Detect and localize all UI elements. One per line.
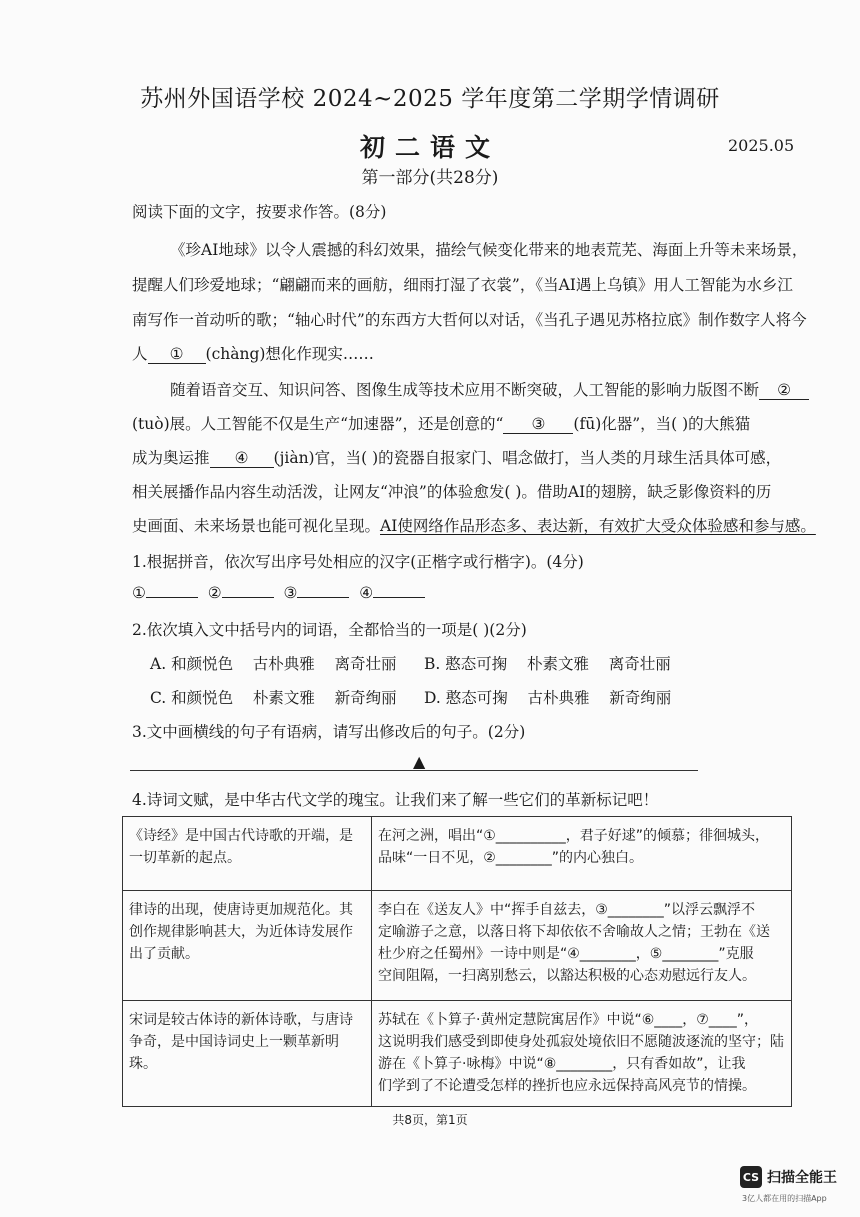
- underlined-sentence: AI使网络作品形态多、表达新，有效扩大受众体验感和参与感。: [380, 517, 816, 535]
- blank-1[interactable]: ①: [148, 345, 206, 364]
- q2-option-a[interactable]: [150, 652, 397, 674]
- para2-line3-post: (jiàn)官，当( )的瓷器自报家门、唱念做打，当人类的月球生活具体可感，: [273, 449, 782, 467]
- blank-2[interactable]: ②: [759, 381, 809, 400]
- option-word: 朴素文雅: [527, 655, 590, 673]
- q1-blank-label-3: ③: [283, 584, 298, 602]
- cell-line: 这说明我们感受到即使身处孤寂处境依旧不愿随波逐流的坚守；陆: [378, 1034, 784, 1050]
- q1-blank-2[interactable]: [222, 597, 274, 598]
- option-word: 新奇绚丽: [334, 689, 397, 707]
- cell-line: 空间阻隔，一扫离别愁云，以豁达积极的心态劝慰远行友人。: [378, 968, 756, 984]
- option-label: C.: [150, 689, 167, 707]
- para2-line3: [132, 446, 781, 468]
- para1-line2: 提醒人们珍爱地球；“翩翩而来的画舫，细雨打湿了衣裳”，《当AI遇上乌镇》用人工智能为水乡江: [132, 276, 793, 294]
- q1-blank-1[interactable]: [146, 597, 198, 598]
- option-word: 和颜悦色: [171, 655, 234, 673]
- para2-line5-pre: 史画面、未来场景也能可视化呈现。: [132, 517, 381, 535]
- table-cell-right[interactable]: [372, 891, 792, 1001]
- q1-blank-label-2: ②: [207, 584, 222, 602]
- para2-line3-pre: 成为奥运推: [132, 449, 210, 467]
- table-row: [123, 817, 792, 891]
- question-2: 2.依次填入文中括号内的词语，全都恰当的一项是( )(2分): [132, 621, 527, 639]
- question-3: 3.文中画横线的句子有语病，请写出修改后的句子。(2分): [132, 723, 526, 741]
- q2-option-d[interactable]: [424, 686, 671, 708]
- option-word: 憨态可掬: [445, 655, 508, 673]
- q1-blank-4[interactable]: [373, 597, 425, 598]
- exam-title: 苏州外国语学校 2024~2025 学年度第二学期学情调研: [140, 86, 720, 112]
- option-word: 憨态可掬: [445, 689, 508, 707]
- scanner-name: 扫描全能王: [767, 1170, 837, 1186]
- q3-answer-line[interactable]: [130, 770, 698, 771]
- cell-line: 品味“一日不见，②________”的内心独白。: [378, 850, 644, 866]
- option-label: D.: [424, 689, 441, 707]
- table-row: [123, 891, 792, 1001]
- para1-line4: [132, 342, 374, 364]
- para1-line4-pre: 人: [132, 345, 148, 363]
- table-cell-left: 《诗经》是中国古代诗歌的开端，是一切革新的起点。: [123, 817, 372, 891]
- option-label: B.: [424, 655, 441, 673]
- scanner-watermark: [740, 1166, 837, 1188]
- exam-date: 2025.05: [728, 136, 795, 155]
- part-heading: 第一部分(共28分): [361, 168, 499, 188]
- option-word: 和颜悦色: [171, 689, 234, 707]
- para1-line3: 南写作一首动听的歌；“轴心时代”的东西方大哲何以对话，《当孔子遇见苏格拉底》制作数字人将今: [132, 311, 807, 329]
- question-4: 4.诗词文赋，是中华古代文学的瑰宝。让我们来了解一些它们的革新标记吧！: [132, 791, 659, 809]
- q1-blank-3[interactable]: [297, 597, 349, 598]
- para1-line4-post: (chàng)想化作现实……: [205, 345, 374, 363]
- para2-line5: [132, 514, 816, 536]
- table-cell-left: 宋词是较古体诗的新体诗歌，与唐诗争奇，是中国诗词史上一颗革新明珠。: [123, 1001, 372, 1107]
- blank-3[interactable]: ③: [503, 415, 573, 434]
- subject-title: 初二语文: [359, 133, 500, 162]
- option-word: 离奇壮丽: [334, 655, 397, 673]
- option-word: 古朴典雅: [252, 655, 315, 673]
- option-word: 古朴典雅: [527, 689, 590, 707]
- table-cell-right[interactable]: [372, 817, 792, 891]
- q1-blank-label-1: ①: [132, 584, 146, 602]
- scanner-tagline: 3亿人都在用的扫描App: [742, 1194, 827, 1203]
- scanner-logo-icon: CS: [740, 1166, 762, 1188]
- option-word: 朴素文雅: [252, 689, 315, 707]
- q2-option-c[interactable]: [150, 686, 397, 708]
- poetry-table: [122, 816, 792, 1107]
- cell-line: 李白在《送友人》中“挥手自兹去，③________”以浮云飘浮不: [378, 902, 756, 918]
- para2-line2-pre: (tuò)展。人工智能不仅是生产“加速器”，还是创意的“: [132, 415, 504, 433]
- q1-blank-label-4: ④: [359, 584, 374, 602]
- cell-line: 在河之洲，唱出“①__________，君子好逑”的倾慕；徘徊城头，: [378, 828, 770, 844]
- reading-instruction: 阅读下面的文字，按要求作答。(8分): [132, 203, 387, 221]
- para2-line2: [132, 412, 750, 434]
- para1-line1: 《珍AI地球》以令人震撼的科幻效果，描绘气候变化带来的地表荒芜、海面上升等未来场景，: [170, 241, 808, 259]
- q2-option-b[interactable]: [424, 652, 671, 674]
- page-footer: 共8页，第1页: [392, 1113, 468, 1127]
- blank-4[interactable]: ④: [210, 449, 274, 468]
- table-cell-right[interactable]: [372, 1001, 792, 1107]
- para2-line4: 相关展播作品内容生动活泼，让网友“冲浪”的体验愈发( )。借助AI的翅膀，缺乏影像资料的历: [132, 483, 772, 501]
- para2-line1-pre: 随着语音交互、知识问答、图像生成等技术应用不断突破，人工智能的影响力版图不断: [170, 381, 760, 399]
- answer-marker-triangle-icon: ▲: [413, 752, 426, 771]
- cell-line: 杜少府之任蜀州》一诗中则是“④________，⑤________”克服: [378, 946, 754, 962]
- cell-line: 定喻游子之意，以落日将下却依依不舍喻故人之情；王勃在《送: [378, 924, 770, 940]
- question-1: 1.根据拼音，依次写出序号处相应的汉字(正楷字或行楷字)。(4分): [132, 553, 584, 571]
- option-word: 离奇壮丽: [608, 655, 671, 673]
- option-label: A.: [150, 655, 167, 673]
- q1-answer-blanks: [132, 584, 425, 602]
- cell-line: 们学到了不论遭受怎样的挫折也应永远保持高风亮节的情操。: [378, 1078, 756, 1094]
- option-word: 新奇绚丽: [609, 689, 672, 707]
- cell-line: 游在《卜算子·咏梅》中说“⑧________，只有香如故”，让我: [378, 1056, 746, 1072]
- para2-line1: [170, 378, 809, 400]
- para2-line2-post: (fū)化器”，当( )的大熊猫: [573, 415, 751, 433]
- table-row: [123, 1001, 792, 1107]
- table-cell-left: 律诗的出现，使唐诗更加规范化。其创作规律影响甚大，为近体诗发展作出了贡献。: [123, 891, 372, 1001]
- cell-line: 苏轼在《卜算子·黄州定慧院寓居作》中说“⑥____，⑦____”，: [378, 1012, 759, 1028]
